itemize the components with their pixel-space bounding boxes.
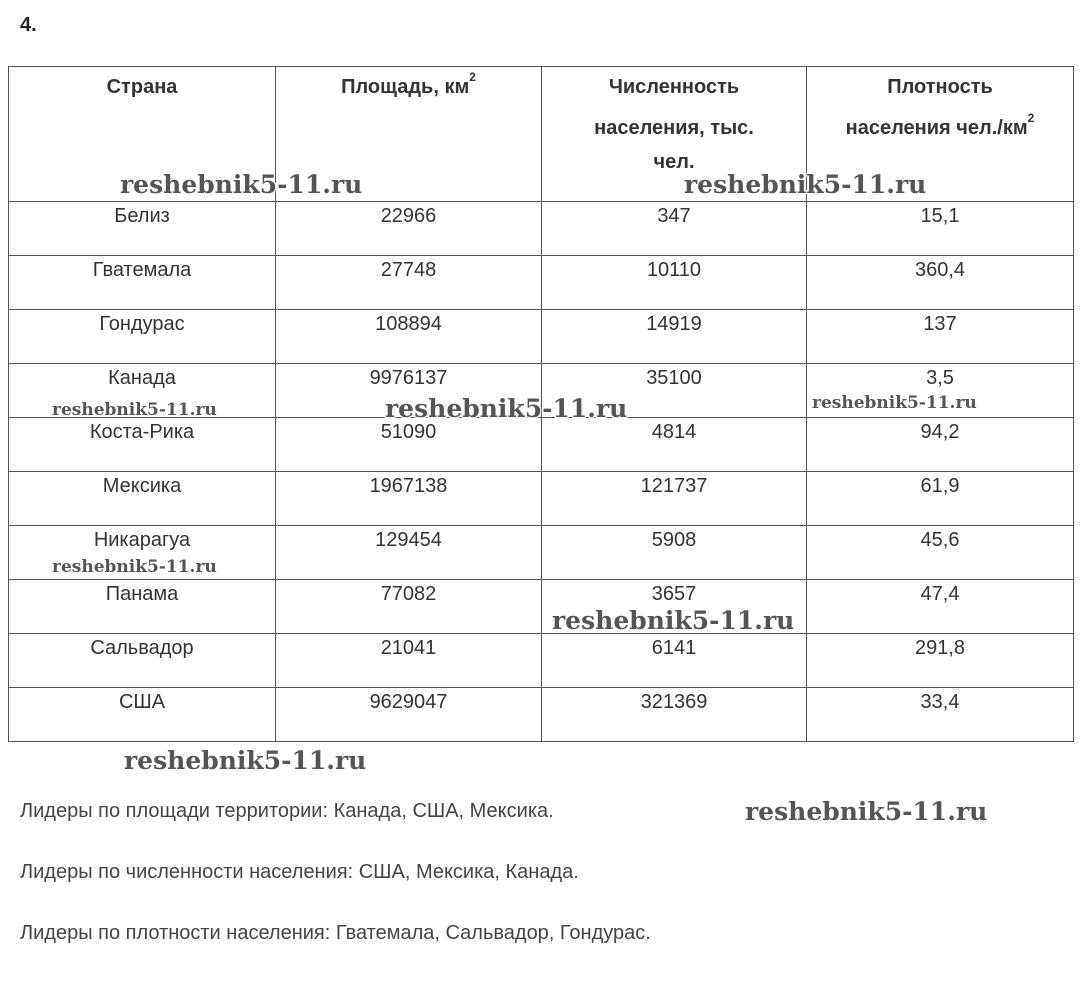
watermark: reshebnik5-11.ru: [552, 606, 795, 635]
cell-density: 360,4: [807, 256, 1074, 310]
cell-population: 5908: [542, 526, 807, 580]
area-superscript: 2: [469, 70, 476, 85]
cell-country: Никарагуа: [9, 526, 276, 580]
cell-density: 33,4: [807, 688, 1074, 742]
cell-area: 9629047: [276, 688, 542, 742]
table-row: [9, 688, 1074, 742]
cell-area: 108894: [276, 310, 542, 364]
cell-density: 47,4: [807, 580, 1074, 634]
cell-population: 14919: [542, 310, 807, 364]
density-superscript: 2: [1027, 111, 1035, 126]
table-row: [9, 634, 1074, 688]
cell-country: Коста-Рика: [9, 418, 276, 472]
watermark: reshebnik5-11.ru: [124, 746, 367, 775]
cell-area: 129454: [276, 526, 542, 580]
cell-population: 321369: [542, 688, 807, 742]
cell-country: Гватемала: [9, 256, 276, 310]
watermark: reshebnik5-11.ru: [684, 170, 927, 199]
task-number: 4.: [20, 14, 37, 36]
cell-population: 6141: [542, 634, 807, 688]
cell-area: 77082: [276, 580, 542, 634]
cell-country: Мексика: [9, 472, 276, 526]
watermark: reshebnik5-11.ru: [52, 400, 217, 420]
table-row: [9, 418, 1074, 472]
table-row: [9, 202, 1074, 256]
cell-density: 15,1: [807, 202, 1074, 256]
watermark: reshebnik5-11.ru: [120, 170, 363, 199]
watermark: reshebnik5-11.ru: [745, 797, 988, 826]
cell-population: 347: [542, 202, 807, 256]
cell-density: 61,9: [807, 472, 1074, 526]
watermark: reshebnik5-11.ru: [52, 557, 217, 577]
cell-area: 9976137: [276, 364, 542, 418]
table-row: [9, 256, 1074, 310]
leaders-area: Лидеры по площади территории: Канада, США, Мексика.: [20, 800, 554, 822]
cell-density: 3,5: [807, 364, 1074, 418]
header-area: Площадь, $км^2$: [276, 67, 542, 202]
cell-population: 10110: [542, 256, 807, 310]
cell-area: 27748: [276, 256, 542, 310]
cell-density: 45,6: [807, 526, 1074, 580]
header-country: Страна: [9, 67, 276, 202]
table-row: [9, 472, 1074, 526]
cell-country: США: [9, 688, 276, 742]
cell-country: Сальвадор: [9, 634, 276, 688]
cell-area: 21041: [276, 634, 542, 688]
leaders-population: Лидеры по численности населения: США, Мексика, Канада.: [20, 861, 579, 883]
cell-area: 22966: [276, 202, 542, 256]
cell-area: 51090: [276, 418, 542, 472]
table-row: [9, 310, 1074, 364]
cell-area: 1967138: [276, 472, 542, 526]
cell-density: 291,8: [807, 634, 1074, 688]
cell-country: Белиз: [9, 202, 276, 256]
cell-population: 121737: [542, 472, 807, 526]
watermark: reshebnik5-11.ru: [385, 394, 628, 423]
cell-density: 137: [807, 310, 1074, 364]
cell-density: 94,2: [807, 418, 1074, 472]
header-population: Численность населения, тыс. чел.: [542, 67, 807, 202]
watermark: reshebnik5-11.ru: [812, 393, 977, 413]
header-density: Плотность населения $чел./км^2$: [807, 67, 1074, 202]
cell-country: Канада: [9, 364, 276, 418]
cell-population: 3657: [542, 580, 807, 634]
cell-population: 35100: [542, 364, 807, 418]
cell-country: Панама: [9, 580, 276, 634]
cell-population: 4814: [542, 418, 807, 472]
leaders-density: Лидеры по плотности населения: Гватемала, Сальвадор, Гондурас.: [20, 922, 651, 944]
table-row: [9, 580, 1074, 634]
cell-country: Гондурас: [9, 310, 276, 364]
